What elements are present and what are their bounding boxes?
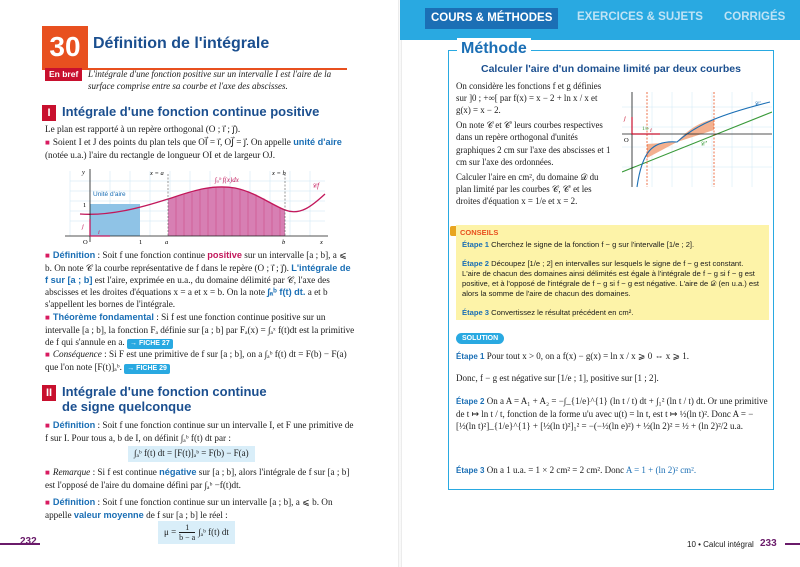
solution-etape-3: Étape 3 On a 1 u.a. = 1 × 2 cm² = 2 cm². Donc A = 1 + (ln 2)² cm². xyxy=(456,465,697,475)
consequence: ■ Conséquence : Si F est une primitive de f sur [a ; b], on a ∫ₐᵇ f(t) dt = F(b) − F(a) que l'on note [F(t)]ₐᵇ. → FICHE 29 xyxy=(45,349,347,372)
definition-2: ■ Définition : Soit f une fonction continue sur un intervalle I, et F une primitive de f sur I. Pour tous a, b de I, on définit ∫ₐᵇ f(t) dt par : xyxy=(45,420,354,443)
area-positive xyxy=(677,119,714,142)
curve-c-prime xyxy=(622,112,772,172)
method-title: Méthode xyxy=(457,38,531,59)
unit-area-label: Unité d'aire xyxy=(93,191,126,198)
right-page xyxy=(400,0,800,567)
bullet-icon: ■ xyxy=(45,498,50,507)
definition-3: ■ Définition : Soit f une fonction continue sur un intervalle [a ; b], a ⩽ b. On appelle valeur moyenne de f sur [a ; b] le réel : xyxy=(45,497,333,520)
conseil-etape-2: Étape 2 Découpez [1/e ; 2] en intervalles sur lesquels le signe de f − g est constant. L'aire de chacun des domaines ainsi délimités est égale à l'intégrale de f − g si f − g est positive, et à l'opposé de l'intégrale de f − g si f − g est négative. L'aire de 𝒟 (en u.a.) est alors la somme de l'aire de chacun des domaines. xyxy=(462,259,760,298)
en-bref-label: En bref xyxy=(45,68,82,81)
section-1-title: Intégrale d'une fonction continue positive xyxy=(62,104,320,119)
section-2-heading xyxy=(42,385,267,415)
solution-etape-2: Étape 2 On a A = A₁ + A₂ = −∫_{1/e}^{1} (ln t / t) dt + ∫₁² (ln t / t) dt. Or une primitive de t ↦ ln t / t, fonction de la forme u'u avec u(t) = ln t, est t ↦ ½(ln t)². Donc A = −[½(ln t)²]_{1/e}^{1} + [½(ln t)²]₁² = −(−½(ln e)²) + ½(ln 2)² = ½ + (ln 2)²/2 u.a. xyxy=(456,396,768,431)
section-1-intro: Le plan est rapporté à un repère orthogonal (O ; i⃗ ; j⃗). xyxy=(45,124,241,134)
x-label: x xyxy=(320,239,323,246)
cf-label: 𝒞f xyxy=(312,182,320,190)
section-1-paragraph: ■ Soient I et J des points du plan tels que OI⃗ = i⃗, OJ⃗ = j⃗. On appelle unité d'aire (notée u.a.) l'aire du rectangle de longueur OI et de largeur OJ. xyxy=(45,137,342,160)
y-one-label: 1 xyxy=(83,202,87,209)
y-label: y xyxy=(82,169,85,176)
i-vector-label: i⃗ xyxy=(98,229,105,236)
solution-label: SOLUTION xyxy=(456,333,504,344)
page-number-left: 232 xyxy=(20,536,37,547)
bullet-icon: ■ xyxy=(45,468,50,477)
final-result: A = 1 + (ln 2)² cm². xyxy=(625,465,697,475)
bullet-icon: ■ xyxy=(45,313,50,322)
integral-label: ∫ₐᵇ f(x)dx xyxy=(215,176,239,184)
footer-chapter: 10 • Calcul intégral xyxy=(687,540,754,549)
origin-label: O xyxy=(624,137,629,144)
fundamental-theorem: ■ Théorème fondamental : Si f est une fonction continue positive sur un intervalle [a ; b], la fonction Fₐ définie sur [a ; b] par Fₐ(x) = ∫ₐˣ f(t)dt est la primitive de f qui s'annule en a. → FICHE 27 xyxy=(45,312,355,347)
b-label: b xyxy=(282,239,286,246)
bullet-icon: ■ xyxy=(45,421,50,430)
bullet-icon: ■ xyxy=(45,138,50,147)
x-one-label: 1 xyxy=(139,239,143,246)
a-label: a xyxy=(165,239,169,246)
section-1-number: I xyxy=(42,105,56,121)
en-bref-text: L'intégrale d'une fonction positive sur un intervalle I est l'aire de la surface comprise entre sa courbe et l'axe des abscisses. xyxy=(88,69,332,91)
bullet-icon: ■ xyxy=(45,251,50,260)
j-vector-label: j⃗ xyxy=(82,223,89,230)
bullet-icon: ■ xyxy=(45,350,50,359)
section-2-number: II xyxy=(42,385,56,401)
conseil-etape-3: Étape 3 Convertissez le résultat précédent en cm². xyxy=(462,308,634,317)
solution-etape-1-cont: Donc, f − g est négative sur [1/e ; 1], positive sur [1 ; 2]. xyxy=(456,373,659,383)
c-label: 𝒞 xyxy=(754,100,760,108)
fiche-29-link[interactable]: → FICHE 29 xyxy=(124,364,170,374)
chapter-title: Définition de l'intégrale xyxy=(93,35,270,52)
mean-value-formula: μ = $\frac{1}{b - a}$ ∫ₐᵇ f(t) dt xyxy=(158,521,235,544)
tab-cours-methodes[interactable]: COURS & MÉTHODES xyxy=(425,8,558,29)
conseils-label: CONSEILS xyxy=(460,228,499,237)
c-prime-label: 𝒞' xyxy=(700,140,707,148)
page-number-bar xyxy=(785,543,800,545)
tab-exercices-sujets[interactable]: EXERCICES & SUJETS xyxy=(577,11,703,23)
chapter-number: 30 xyxy=(42,26,88,68)
definition-2-formula: ∫ₐᵇ f(t) dt = [F(t)]ₐᵇ = F(b) − F(a) xyxy=(128,446,255,462)
integral-graph xyxy=(50,166,330,246)
i-vector-label: i⃗ xyxy=(650,127,657,134)
problem-statement: On considère les fonctions f et g définies sur ]0 ; +∞[ par f(x) = x − 2 + ln x / x et g(x) = x − 2. On note 𝒞 et 𝒞' leurs courbes respectives dans un repère orthogonal d'unités graphiques 2 cm sur l'axe des abscisses et 1 cm sur l'axe des ordonnées. Calculer l'aire en cm², du domaine 𝒟 du plan limité par les courbes 𝒞, 𝒞' et les droites d'équation x = 1/e et x = 2. xyxy=(456,81,611,206)
page-number-right: 233 xyxy=(760,538,777,549)
unite-aire-term: unité d'aire xyxy=(293,137,342,147)
remark: ■ Remarque : Si f est continue négative sur [a ; b], alors l'intégrale de f sur [a ; b] est l'opposé de l'aire du domaine défini par ∫ₐᵇ −f(t)dt. xyxy=(45,467,350,490)
section-2-title: Intégrale d'une fonction continue de signe quelconque xyxy=(62,384,267,414)
integral-area xyxy=(168,187,285,236)
tab-corriges[interactable]: CORRIGÉS xyxy=(724,11,786,23)
method-subtitle: Calculer l'aire d'un domaine limité par deux courbes xyxy=(481,63,741,75)
fiche-27-link[interactable]: → FICHE 27 xyxy=(127,339,173,349)
section-1-heading xyxy=(42,105,319,121)
xb-label: x = b xyxy=(272,170,286,177)
origin-label: O xyxy=(83,239,88,246)
one-over-e-label: 1/e xyxy=(642,126,649,132)
j-vector-label: j⃗ xyxy=(624,115,631,122)
conseil-etape-1: Étape 1 Cherchez le signe de la fonction f − g sur l'intervalle [1/e ; 2]. xyxy=(462,240,695,249)
curves-graph xyxy=(622,92,772,192)
solution-etape-1: Étape 1 Pour tout x > 0, on a f(x) − g(x) = ln x / x ⩾ 0 ⇔ x ⩾ 1. xyxy=(456,351,690,361)
xa-label: x = a xyxy=(150,170,164,177)
definition-1: ■ Définition : Soit f une fonction continue positive sur un intervalle [a ; b], a ⩽ b. On note 𝒞 la courbe représentative de f dans le repère (O ; i⃗ ; j⃗). L'intégrale de f sur [a ; b] est l'aire, exprimée en u.a., du domaine délimité par 𝒞, l'axe des abscisses et les droites d'équations x = a et x = b. On la note ∫ₐᵇ f(t) dt. a et b s'appellent les bornes de l'intégrale. xyxy=(45,250,351,309)
